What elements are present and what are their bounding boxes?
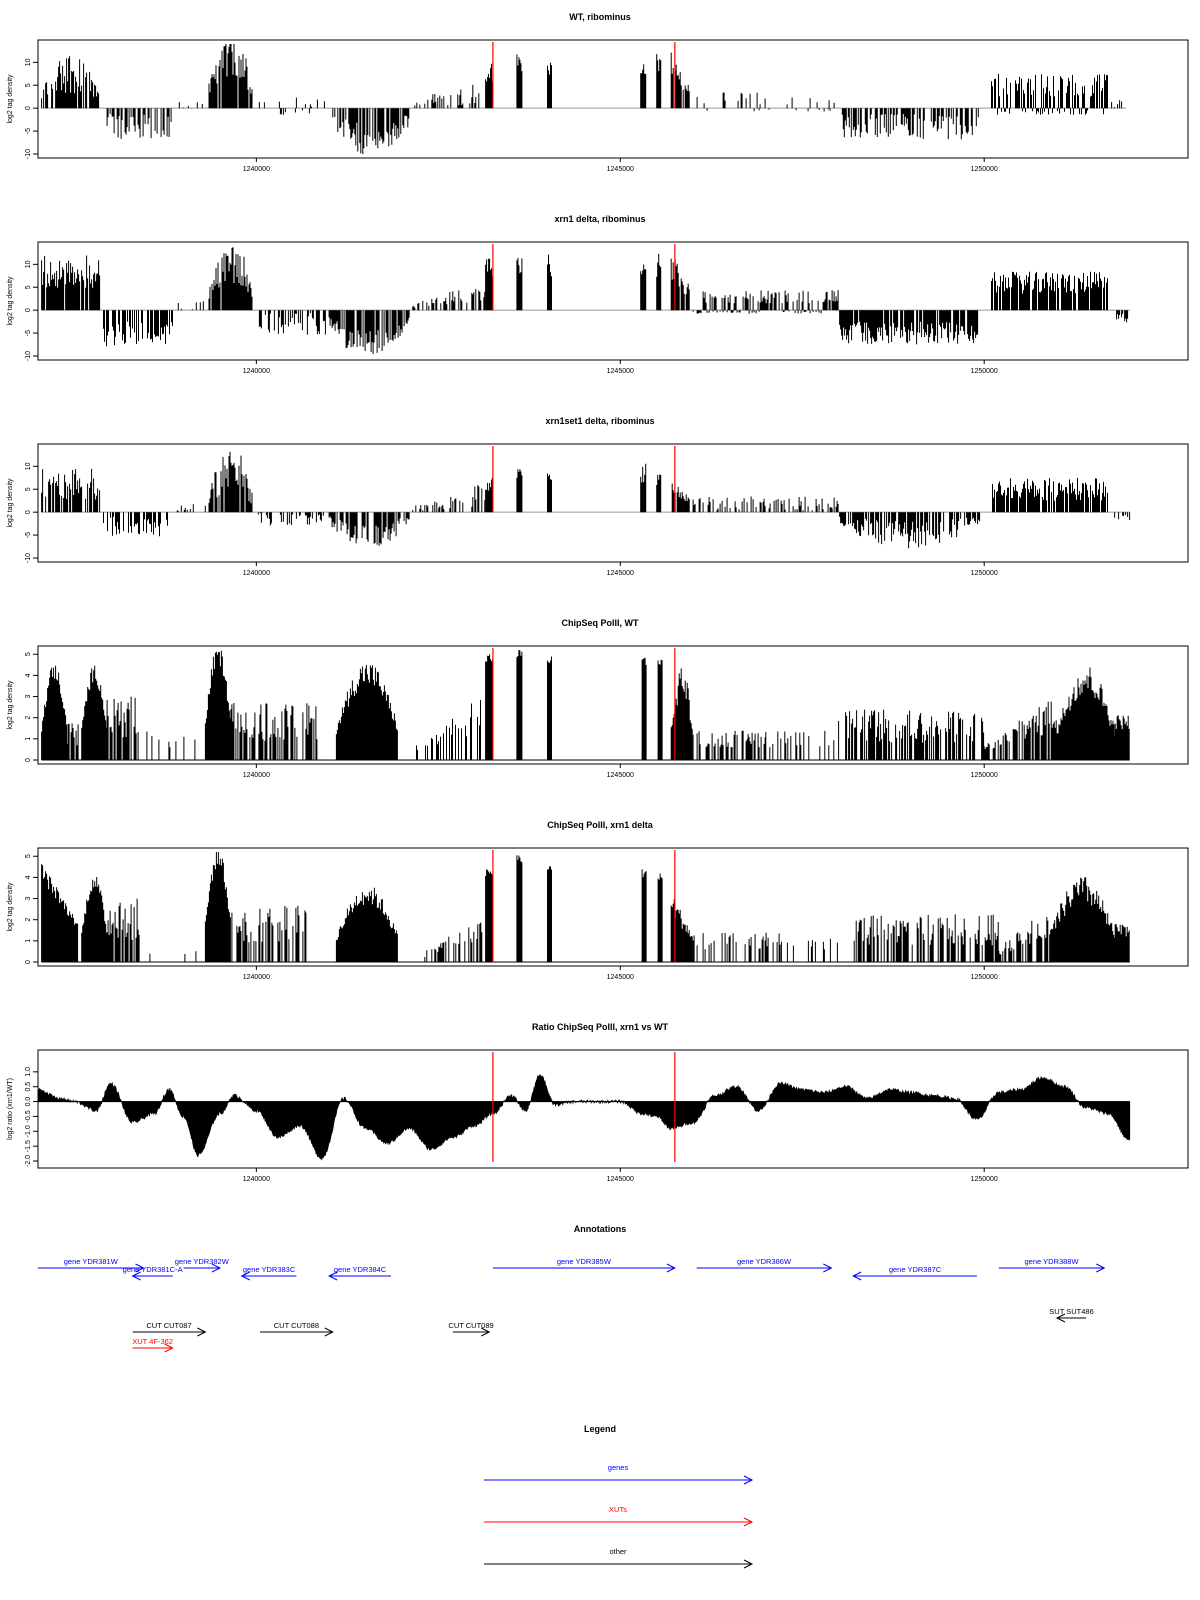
signal-bars [548,63,552,108]
annotation-label: CUT CUT088 [273,1321,320,1330]
signal-bars [259,310,325,334]
y-axis-label: log2 tag density [7,882,14,932]
annotation-feature [123,1265,183,1280]
x-tick-label: 1250000 [970,772,998,779]
signal-bars [107,899,139,962]
y-tick-label: 3 [25,694,32,699]
panel-title: xrn1set1 delta, ribominus [545,416,655,426]
signal-bars [548,866,552,962]
y-axis-label: log2 tag density [7,680,14,730]
signal-bars [517,54,522,108]
signal-bars [993,478,1108,512]
signal-bars [205,651,230,760]
signal-bars [336,888,397,962]
y-tick-label: 0 [25,510,32,515]
annotation-feature [1049,1307,1093,1322]
panel-p6 [7,1022,1188,1183]
y-tick-label: 0 [25,106,32,111]
signal-bars [657,475,661,513]
signal-bars [486,654,493,760]
signal-bars [486,477,493,512]
x-tick-label: 1245000 [606,974,634,981]
signal-bars [417,700,481,760]
signal-bars [1115,924,1129,962]
y-axis-label: log2 tag density [7,276,14,326]
signal-bars [209,247,252,310]
signal-bars [486,870,493,963]
annotation-label: gene YDR381W [63,1257,118,1266]
signal-bars [67,724,78,761]
signal-bars [486,259,493,310]
signal-bars [657,254,661,310]
panel-title: xrn1 delta, ribominus [554,214,646,224]
annotation-feature [329,1265,391,1280]
annotation-label: gene YDR382W [174,1257,229,1266]
signal-bars [104,310,173,346]
plot-panels [7,12,1188,1183]
signal-bars [413,485,485,512]
panel-title: ChipSeq PolII, WT [561,618,639,628]
signal-bars [842,108,978,139]
annotation-feature [448,1321,493,1336]
signal-bars [42,666,67,760]
x-tick-label: 1250000 [970,1176,998,1183]
signal-bars [336,665,397,760]
signal-bars [671,259,689,311]
legend-arrow [484,1518,752,1526]
y-tick-label: 0.0 [25,1096,32,1107]
x-tick-label: 1240000 [242,772,270,779]
signal-bars [641,265,646,311]
x-tick-label: 1245000 [606,570,634,577]
signal-bars [1115,715,1129,760]
y-tick-label: 10 [25,462,32,471]
y-tick-label: 5 [25,854,32,859]
signal-bars [517,855,522,962]
annotation-label: gene YDR383C [242,1265,296,1274]
y-tick-label: 5 [25,487,32,492]
annotation-feature [132,1337,173,1352]
annotation-label: SUT SUT486 [1049,1307,1094,1316]
signal-bars [517,258,522,310]
signal-bars [82,877,107,962]
legend-entry [484,1547,752,1568]
y-tick-label: 1 [25,938,32,943]
y-tick-label: -5 [25,329,32,337]
y-tick-label: -1.0 [25,1125,32,1138]
annotation-label: gene YDR388W [1024,1257,1079,1266]
y-tick-label: -5 [25,127,32,135]
signal-bars [107,697,138,760]
signal-bars [209,44,252,108]
signal-bars [693,731,765,761]
y-tick-label: -5 [25,531,32,539]
y-tick-label: 0.5 [25,1081,32,1092]
y-tick-label: 0 [25,758,32,762]
x-tick-label: 1250000 [970,166,998,173]
legend-arrow [484,1560,752,1568]
annotation-label: CUT CUT089 [448,1321,494,1330]
annotation-feature [175,1257,230,1272]
signal-bars [642,869,646,962]
signal-bars [839,710,984,760]
annotation-feature [697,1257,832,1272]
signal-bars [329,512,409,546]
signal-bars [999,917,1048,962]
signal-bars [548,474,552,513]
annotation-feature [133,1321,206,1336]
y-tick-label: 5 [25,652,32,657]
x-tick-label: 1240000 [242,570,270,577]
y-tick-label: 10 [25,260,32,269]
legend-label: XUTs [609,1505,627,1514]
annotations-track [38,1224,1104,1352]
signal-bars [671,53,689,109]
y-tick-label: -2.0 [25,1154,32,1168]
y-tick-label: 0 [25,308,32,313]
signal-bars [517,650,522,760]
annotation-label: gene YDR385W [556,1257,611,1266]
signal-bars [1115,512,1130,520]
annotation-label: CUT CUT087 [146,1321,192,1330]
annotation-feature [260,1321,333,1336]
signal-bars [658,874,662,963]
signal-bars [486,64,493,108]
x-tick-label: 1240000 [242,166,270,173]
x-tick-label: 1240000 [242,368,270,375]
panel-p5 [7,820,1188,981]
signal-bars [178,301,203,310]
legend-items [484,1463,752,1568]
annotation-label: gene YDR384C [333,1265,387,1274]
y-tick-label: 5 [25,285,32,290]
signal-bars [104,512,168,536]
signal-bars [42,469,100,512]
signal-bars [42,56,99,108]
y-tick-label: 4 [25,673,32,678]
panel-p1 [7,12,1188,173]
x-tick-label: 1245000 [606,166,634,173]
x-tick-label: 1240000 [242,1176,270,1183]
signal-bars [548,657,552,761]
annotation-items [38,1257,1104,1352]
signal-bars [258,512,323,525]
signal-bars [209,452,252,513]
signal-bars [82,666,107,760]
x-tick-label: 1250000 [970,974,998,981]
y-tick-label: -10 [25,350,32,362]
legend-label: other [609,1547,627,1556]
signal-bars [205,852,230,962]
signal-bars [693,933,780,962]
signal-bars [781,939,837,962]
annotation-label: XUT 4F-362 [132,1337,173,1346]
panel-title: WT, ribominus [569,12,631,22]
signal-bars [840,512,980,548]
annotation-label: gene YDR381C-A [122,1265,183,1274]
legend-entry [484,1505,752,1526]
signal-bars [641,464,646,513]
legend-label: genes [607,1463,629,1472]
y-tick-label: 1 [25,736,32,741]
panel-title: Ratio ChipSeq PolII, xrn1 vs WT [531,1022,669,1032]
signal-bars [642,658,646,760]
signal-bars [329,310,409,354]
x-tick-label: 1245000 [606,1176,634,1183]
signal-bars [840,310,978,344]
y-tick-label: -0.5 [25,1110,32,1123]
signal-bars [232,906,306,962]
y-tick-label: 1.0 [25,1066,32,1077]
signal-bars [177,504,205,512]
x-tick-label: 1245000 [606,772,634,779]
signal-bars [42,864,78,962]
signal-bars [425,923,482,963]
signal-bars [413,289,485,310]
annotation-feature [242,1265,297,1280]
annotation-label: gene YDR386W [736,1257,792,1266]
y-tick-label: -1.5 [25,1140,32,1153]
signal-bars [1057,668,1115,761]
y-axis-label: log2 ratio (xrn1/WT) [7,1078,14,1140]
y-tick-label: 4 [25,875,32,880]
signal-bars [641,64,646,108]
signal-bars [766,731,834,760]
signal-bars [548,255,552,311]
signal-bars [150,951,196,962]
signal-bars [107,108,171,139]
signal-bars [415,85,479,109]
panel-p3 [7,416,1188,577]
ratio-area [38,1075,1130,1160]
signal-bars [658,660,662,760]
y-tick-label: -10 [25,148,32,160]
signal-bars [179,102,202,108]
panel-p4 [7,618,1188,779]
y-tick-label: 5 [25,83,32,88]
signal-bars [231,703,317,760]
signal-bars [147,732,195,760]
x-tick-label: 1250000 [970,368,998,375]
x-tick-label: 1250000 [970,570,998,577]
annotation-feature [493,1257,675,1272]
y-axis-label: log2 tag density [7,74,14,124]
signal-bars [259,98,324,115]
annotation-feature [999,1257,1105,1272]
signal-bars [984,702,1056,760]
panel-p2 [7,214,1188,375]
signal-bars [42,256,100,311]
legend-entry [484,1463,752,1484]
signal-bars [992,272,1108,311]
y-tick-label: 2 [25,917,32,922]
legend-arrow [484,1476,752,1484]
x-tick-label: 1240000 [242,974,270,981]
annotation-feature [853,1265,977,1280]
y-axis-label: log2 tag density [7,478,14,528]
signal-bars [517,469,522,512]
signal-bars [693,497,838,513]
signal-bars [333,108,409,154]
annotation-label: gene YDR387C [888,1265,942,1274]
legend-title: Legend [583,1424,617,1434]
signal-bars [657,54,661,108]
y-tick-label: 10 [25,58,32,67]
x-tick-label: 1245000 [606,368,634,375]
signal-bars [1117,310,1128,322]
signal-bars [854,914,998,962]
signal-bars [1050,877,1115,962]
y-tick-label: 3 [25,896,32,901]
panel-title: ChipSeq PolII, xrn1 delta [547,820,653,830]
y-tick-label: -10 [25,552,32,564]
y-tick-label: 0 [25,960,32,964]
signal-bars [1112,100,1122,108]
legend [484,1424,752,1568]
annotations-title: Annotations [573,1224,627,1234]
y-tick-label: 2 [25,715,32,720]
